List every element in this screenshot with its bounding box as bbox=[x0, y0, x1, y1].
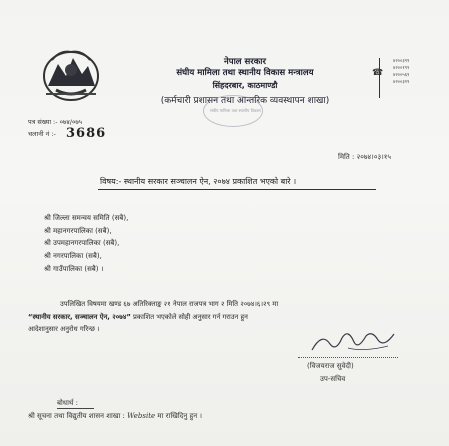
cc-prefix: श्री सूचना तथा विद्युतीय शासन शाखा : bbox=[28, 412, 128, 420]
header-location: सिंहदरबार, काठमाण्डौ bbox=[212, 81, 278, 90]
cc-label: बोधार्थ : bbox=[57, 399, 78, 407]
phone-number: ४२००३९९ bbox=[393, 59, 410, 64]
signatory-title: उप-सचिव bbox=[320, 375, 346, 383]
handwritten-signature bbox=[308, 326, 398, 356]
recipient-item: श्री महानगरपालिका (सबै), bbox=[44, 226, 112, 235]
office-stamp bbox=[203, 95, 263, 127]
header-section: (कर्मचारी प्रशासन तथा आन्तरिक व्यवस्थापन शाखा) bbox=[160, 96, 330, 106]
header-government: नेपाल सरकार bbox=[224, 57, 266, 67]
dispatch-number: 3686 bbox=[66, 126, 107, 141]
phone-number: ४२००५६९ bbox=[393, 73, 410, 78]
recipient-list bbox=[44, 212, 128, 276]
recipient-item: श्री उपमहानगरपालिका (सबै), bbox=[44, 239, 120, 248]
cc-website: Website bbox=[127, 412, 156, 420]
dispatch-label: चलानी नं :- bbox=[28, 130, 56, 138]
cc-underline bbox=[57, 408, 94, 409]
body-line-1 bbox=[28, 298, 418, 311]
recipient-item: श्री नगरपालिका (सबै), bbox=[44, 252, 102, 261]
phone-numbers bbox=[393, 58, 409, 86]
nepal-emblem-icon bbox=[40, 46, 102, 104]
body-text: उपलिखित विषयमा खण्ड ६७ अतिरिक्ताङ्क २१ नेपाल राजपत्र भाग २ मिति २०७४।६।२९ मा bbox=[60, 300, 279, 308]
act-name: “स्थानीय सरकार, सञ्चालन ऐन, २०७४” bbox=[28, 312, 131, 321]
recipient-item: श्री जिल्ला समन्वय समिति (सबै), bbox=[44, 214, 129, 222]
header-ministry: संघीय मामिला तथा स्थानीय विकास मन्त्रालय bbox=[176, 68, 314, 78]
recipient-item: श्री गाउँपालिका (सबै) । bbox=[44, 264, 104, 273]
phone-number: ४२००३१९ bbox=[393, 80, 410, 85]
phone-divider bbox=[379, 58, 382, 98]
cc-suffix: मा राखिदिनु हुन । bbox=[155, 412, 202, 420]
letter-subject: विषय:- स्थानीय सरकार सञ्चालन ऐन, २०७४ प्रकाशित भएको बारे । bbox=[100, 177, 297, 186]
cc-line bbox=[28, 412, 202, 421]
subject-underline bbox=[98, 189, 376, 191]
stamp-text: संघीय मामिला तथा स्थानीय विकास bbox=[210, 108, 261, 113]
body-line-2 bbox=[28, 311, 418, 324]
letter-date: मिति : २०७४।०३।१५ bbox=[338, 153, 392, 161]
phone-icon: ☎ bbox=[372, 68, 384, 78]
signatory-name: (विजयराज सुवेदी) bbox=[307, 362, 354, 370]
letter-number: पत्र संख्या :- ०७४/०७५ bbox=[28, 118, 83, 126]
signature-line bbox=[298, 357, 398, 358]
phone-number: ४२००१९९ bbox=[393, 66, 410, 71]
body-line-3: आदेशानुसार अनुरोध गरिन्छ । bbox=[28, 325, 100, 333]
body-text: प्रकाशित भएकोले सोही अनुसार गर्न गराउन हुन bbox=[130, 312, 248, 321]
